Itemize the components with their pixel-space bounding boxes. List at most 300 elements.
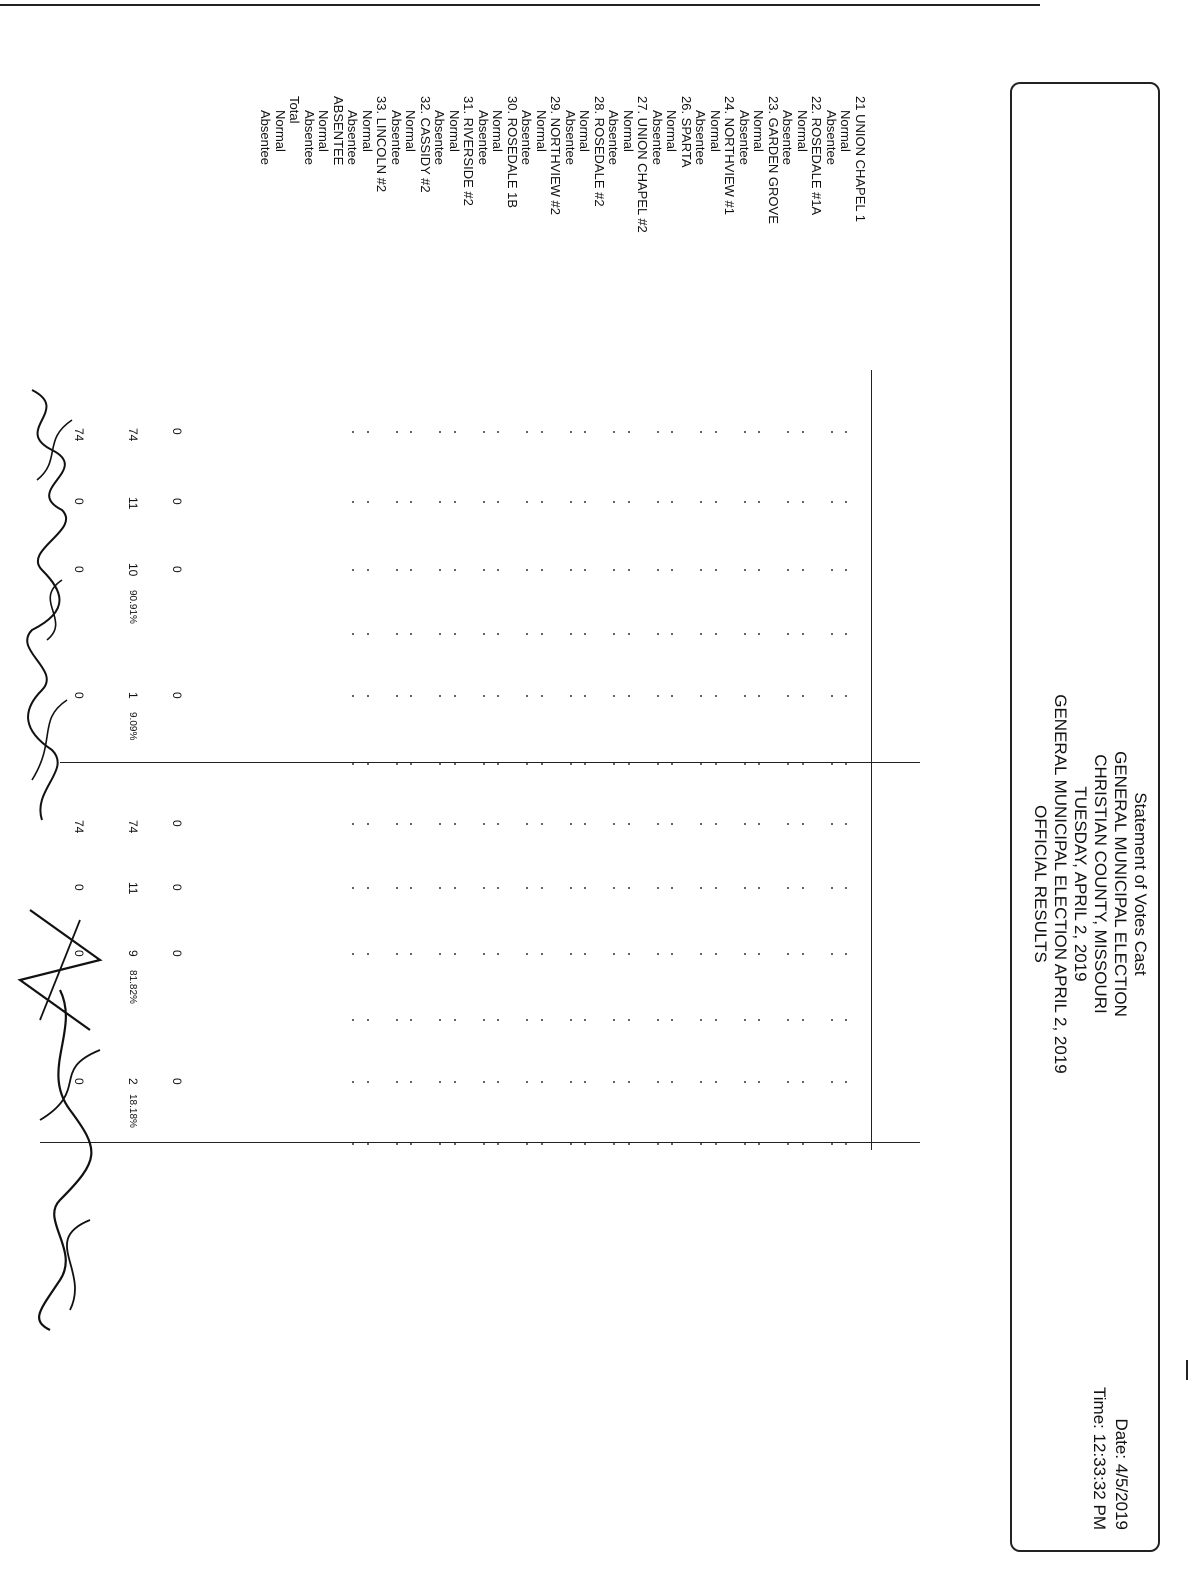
dot-leader <box>411 569 413 571</box>
row-label: Absentee <box>345 110 361 165</box>
dot-leader <box>628 887 630 889</box>
dot-leader <box>614 823 616 825</box>
dot-leader <box>367 1019 369 1021</box>
dot-leader <box>527 887 529 889</box>
dot-leader <box>614 953 616 955</box>
dot-leader <box>483 501 485 503</box>
dot-leader <box>846 695 848 697</box>
dot-leader <box>657 501 659 503</box>
dot-leader <box>701 1019 703 1021</box>
row-label: Normal <box>838 110 854 152</box>
dot-leader <box>411 953 413 955</box>
dot-leader <box>802 763 804 765</box>
dot-leader <box>454 1143 456 1145</box>
dot-leader <box>759 887 761 889</box>
dot-leader <box>585 633 587 635</box>
dot-leader <box>802 1081 804 1083</box>
precinct-label-column <box>258 96 867 233</box>
dot-leader <box>483 633 485 635</box>
dot-leader <box>498 1019 500 1021</box>
dot-leader <box>483 887 485 889</box>
s2-absentee-col1: 0 <box>170 820 184 827</box>
row-label: 32. CASSIDY #2 <box>418 96 433 193</box>
table-top-rule <box>871 370 872 1150</box>
row-label: Absentee <box>476 110 491 165</box>
dot-leader <box>628 763 630 765</box>
row-label: Absentee <box>389 110 404 165</box>
title-line: GENERAL MUNICIPAL ELECTION <box>1111 751 1130 1017</box>
row-label: Normal <box>360 110 375 152</box>
dot-leader <box>628 569 630 571</box>
row-label: Absentee <box>519 110 535 165</box>
row-label: 23. GARDEN GROVE <box>766 96 781 224</box>
dot-leader <box>570 569 572 571</box>
dot-leader <box>454 695 456 697</box>
s1-absentee-col1: 0 <box>170 428 184 435</box>
dot-leader <box>570 763 572 765</box>
dot-leader <box>788 695 790 697</box>
dot-leader <box>715 633 717 635</box>
dot-leader <box>527 501 529 503</box>
dot-leader <box>454 887 456 889</box>
dot-leader <box>759 1019 761 1021</box>
title-line: TUESDAY, APRIL 2, 2019 <box>1071 786 1090 982</box>
dot-leader <box>657 887 659 889</box>
dot-leader <box>715 823 717 825</box>
dot-leader <box>396 887 398 889</box>
dot-leader <box>657 431 659 433</box>
dot-leader <box>614 1019 616 1021</box>
dot-leader <box>628 1081 630 1083</box>
dot-leader <box>454 1019 456 1021</box>
dot-leader <box>759 823 761 825</box>
s1-total-pct2: 9.09% <box>127 712 138 741</box>
dot-leader <box>759 695 761 697</box>
dot-leader <box>788 1081 790 1083</box>
dot-leader <box>353 953 355 955</box>
dot-leader <box>672 633 674 635</box>
dot-leader <box>788 569 790 571</box>
dot-leader <box>715 763 717 765</box>
dot-leader <box>802 633 804 635</box>
dot-leader <box>846 633 848 635</box>
row-label: ABSENTEE <box>331 96 346 166</box>
title-line: GENERAL MUNICIPAL ELECTION APRIL 2, 2019 <box>1051 694 1070 1074</box>
s2-total-col3: 9 <box>126 950 140 957</box>
dot-leader <box>396 763 398 765</box>
s2-total-col2: 11 <box>126 882 140 895</box>
s1-normal-col2: 0 <box>72 498 86 505</box>
dot-leader <box>498 953 500 955</box>
dot-leader <box>367 1081 369 1083</box>
dot-leader <box>802 569 804 571</box>
dot-leader <box>802 431 804 433</box>
dot-leader <box>498 501 500 503</box>
dot-leader <box>701 431 703 433</box>
dot-leader <box>527 1143 529 1145</box>
row-label: Normal <box>708 110 723 152</box>
dot-leader <box>353 633 355 635</box>
dot-leader <box>744 501 746 503</box>
dot-leader <box>367 763 369 765</box>
dot-leader <box>454 823 456 825</box>
dot-leader <box>353 823 355 825</box>
row-label: Absentee <box>606 110 622 165</box>
dot-leader <box>759 633 761 635</box>
row-label: Absentee <box>780 110 796 165</box>
s1-absentee-col5: 0 <box>170 692 184 699</box>
dot-leader <box>788 633 790 635</box>
dot-leader <box>846 953 848 955</box>
dot-leader <box>440 1143 442 1145</box>
dot-leader <box>744 1019 746 1021</box>
report-time: Time: 12:33:32 PM <box>1090 1387 1109 1530</box>
dot-leader <box>657 823 659 825</box>
dot-leader <box>788 431 790 433</box>
dot-leader <box>715 569 717 571</box>
dot-leader <box>541 887 543 889</box>
dot-leader <box>846 501 848 503</box>
dot-leader <box>411 633 413 635</box>
row-label: Normal <box>577 110 593 152</box>
dot-leader <box>353 1143 355 1145</box>
row-label: Normal <box>403 110 419 152</box>
dot-leader <box>701 1143 703 1145</box>
dot-leader <box>657 695 659 697</box>
dot-leader <box>846 887 848 889</box>
s2-absentee-col5: 0 <box>170 1078 184 1085</box>
dot-leader <box>657 633 659 635</box>
dot-leader <box>672 569 674 571</box>
dot-leader <box>367 431 369 433</box>
dot-leader <box>483 953 485 955</box>
dot-leader <box>483 431 485 433</box>
date-time-block <box>1088 1387 1132 1530</box>
dot-leader <box>454 633 456 635</box>
row-label: 24. NORTHVIEW #1 <box>722 96 738 215</box>
dot-leader <box>831 569 833 571</box>
row-label: Absentee <box>302 110 317 165</box>
dot-leader <box>454 569 456 571</box>
dot-leader <box>788 1143 790 1145</box>
dot-leader <box>498 1143 500 1145</box>
dot-leader <box>701 1081 703 1083</box>
dot-leader <box>831 633 833 635</box>
dot-leader <box>715 1019 717 1021</box>
row-label: 33. LINCOLN #2 <box>374 96 390 193</box>
dot-leader <box>672 695 674 697</box>
dot-leader <box>411 695 413 697</box>
dot-leader <box>527 633 529 635</box>
row-label: Normal <box>664 110 680 152</box>
dot-leader <box>367 633 369 635</box>
dot-leader <box>831 887 833 889</box>
dot-leader <box>367 953 369 955</box>
dot-leader <box>483 695 485 697</box>
dot-leader <box>614 501 616 503</box>
dot-leader <box>701 823 703 825</box>
row-label: Normal <box>490 110 506 152</box>
dot-leader <box>353 501 355 503</box>
dot-leader <box>527 1081 529 1083</box>
s2-total-col5: 2 <box>126 1078 140 1085</box>
dot-leader <box>585 1019 587 1021</box>
dot-leader <box>483 569 485 571</box>
dot-leader <box>498 695 500 697</box>
dot-leader <box>541 501 543 503</box>
dot-leader <box>411 501 413 503</box>
dot-leader <box>802 501 804 503</box>
dot-leader <box>831 431 833 433</box>
dot-leader <box>541 1081 543 1083</box>
row-label: Absentee <box>650 110 665 165</box>
dot-leader <box>846 1143 848 1145</box>
dot-leader <box>759 431 761 433</box>
dot-leader <box>614 695 616 697</box>
s1-absentee-col3: 0 <box>170 566 184 573</box>
dot-leader <box>541 569 543 571</box>
dot-leader <box>367 1143 369 1145</box>
scan-edge-mark <box>1186 1360 1188 1380</box>
dot-leader <box>831 953 833 955</box>
dot-leader <box>628 1143 630 1145</box>
dot-leader <box>831 1019 833 1021</box>
dot-leader <box>527 953 529 955</box>
dot-leader <box>744 1143 746 1145</box>
row-label: Normal <box>273 110 288 152</box>
dot-leader <box>585 953 587 955</box>
dot-leader <box>570 431 572 433</box>
s1-total-col2: 11 <box>126 497 140 510</box>
dot-leader <box>353 763 355 765</box>
dot-leader <box>483 1081 485 1083</box>
dot-leader <box>527 823 529 825</box>
row-label: Total <box>287 96 303 124</box>
dot-leader <box>672 1081 674 1083</box>
dot-leader <box>802 887 804 889</box>
title-line: CHRISTIAN COUNTY, MISSOURI <box>1091 754 1110 1014</box>
dot-leader <box>367 823 369 825</box>
dot-leader <box>701 763 703 765</box>
dot-leader <box>411 1081 413 1083</box>
dot-leader <box>672 953 674 955</box>
dot-leader <box>454 763 456 765</box>
dot-leader <box>527 763 529 765</box>
s2-normal-col1: 74 <box>72 820 86 834</box>
dot-leader <box>367 695 369 697</box>
dot-leader <box>585 887 587 889</box>
dot-leader <box>831 695 833 697</box>
dot-leader <box>585 569 587 571</box>
dot-leader <box>759 1081 761 1083</box>
dot-leader <box>628 431 630 433</box>
header-box <box>1010 82 1160 1552</box>
s1-total-col1: 74 <box>126 428 140 442</box>
row-label: 28. ROSEDALE #2 <box>592 96 607 207</box>
s1-total-pct1: 90.91% <box>127 590 138 624</box>
dot-leader <box>628 633 630 635</box>
s2-total-pct1: 81.82% <box>127 970 138 1004</box>
row-label: 29. NORTHVIEW #2 <box>548 96 564 215</box>
row-label: Absentee <box>258 110 274 165</box>
dot-leader <box>788 823 790 825</box>
dot-leader <box>454 953 456 955</box>
s2-total-col1: 74 <box>126 820 140 834</box>
dot-leader <box>396 569 398 571</box>
s2-normal-col5: 0 <box>72 1078 86 1085</box>
row-label: Normal <box>534 110 549 152</box>
s1-normal-col3: 0 <box>72 566 86 573</box>
s1-normal-col5: 0 <box>72 692 86 699</box>
dot-leader <box>628 501 630 503</box>
dot-leader <box>396 501 398 503</box>
dot-leader <box>846 1081 848 1083</box>
dot-leader <box>657 953 659 955</box>
row-label: 26. SPARTA <box>679 96 694 168</box>
dot-leader <box>454 431 456 433</box>
s1-absentee-col2: 0 <box>170 498 184 505</box>
dot-leader <box>440 953 442 955</box>
dot-leader <box>396 695 398 697</box>
dot-leader <box>570 887 572 889</box>
dot-leader <box>396 1143 398 1145</box>
scan-edge-top <box>0 4 1040 6</box>
dot-leader <box>701 695 703 697</box>
dot-leader <box>570 823 572 825</box>
dot-leader <box>585 501 587 503</box>
dot-leader <box>541 763 543 765</box>
dot-leader <box>570 633 572 635</box>
dot-leader <box>411 823 413 825</box>
dot-leader <box>628 1019 630 1021</box>
dot-leader <box>672 1019 674 1021</box>
s2-normal-col3: 0 <box>72 950 86 957</box>
dot-leader <box>744 569 746 571</box>
dot-leader <box>759 1143 761 1145</box>
dot-leader <box>715 887 717 889</box>
dot-leader <box>701 569 703 571</box>
dot-leader <box>353 887 355 889</box>
dot-leader <box>788 1019 790 1021</box>
dot-leader <box>744 695 746 697</box>
row-label: Normal <box>447 110 462 152</box>
dot-leader <box>353 431 355 433</box>
row-label: 31. RIVERSIDE #2 <box>461 96 477 206</box>
dot-leader <box>715 431 717 433</box>
dot-leader <box>614 431 616 433</box>
dot-leader <box>498 431 500 433</box>
dot-leader <box>440 431 442 433</box>
signature-2 <box>0 900 120 1340</box>
dot-leader <box>802 695 804 697</box>
dot-leader <box>614 633 616 635</box>
dot-leader <box>715 501 717 503</box>
dot-leader <box>440 763 442 765</box>
dot-leader <box>788 953 790 955</box>
dot-leader <box>657 1081 659 1083</box>
dot-leader <box>570 953 572 955</box>
dot-leader <box>396 953 398 955</box>
dot-leader <box>831 1143 833 1145</box>
dot-leader <box>831 1081 833 1083</box>
dot-leader <box>541 1143 543 1145</box>
section-divider <box>60 762 920 763</box>
dot-leader <box>744 1081 746 1083</box>
dot-leader <box>657 763 659 765</box>
dot-leader <box>396 431 398 433</box>
dot-leader <box>440 887 442 889</box>
dot-leader <box>715 695 717 697</box>
dot-leader <box>759 763 761 765</box>
s2-total-pct2: 18.18% <box>127 1094 138 1128</box>
row-label: 27. UNION CHAPEL #2 <box>635 96 651 233</box>
dot-leader <box>570 1019 572 1021</box>
dot-leader <box>570 695 572 697</box>
dot-leader <box>846 823 848 825</box>
title-line: Statement of Votes Cast <box>1131 792 1150 976</box>
dot-leader <box>744 763 746 765</box>
dot-leader <box>585 763 587 765</box>
dot-leader <box>672 823 674 825</box>
dot-leader <box>353 695 355 697</box>
dot-leader <box>585 431 587 433</box>
dot-leader <box>672 1143 674 1145</box>
dot-leader <box>744 953 746 955</box>
dot-leader <box>541 633 543 635</box>
dot-leader <box>454 1081 456 1083</box>
report-title <box>1030 624 1150 1144</box>
dot-leader <box>831 823 833 825</box>
s1-total-col5: 1 <box>126 692 140 699</box>
dot-leader <box>802 823 804 825</box>
dot-leader <box>440 695 442 697</box>
dot-leader <box>628 953 630 955</box>
dot-leader <box>440 569 442 571</box>
s2-absentee-col2: 0 <box>170 884 184 891</box>
dot-leader <box>585 695 587 697</box>
dot-leader <box>527 431 529 433</box>
dot-leader <box>657 1143 659 1145</box>
row-label: Absentee <box>824 110 839 165</box>
row-label: Absentee <box>737 110 752 165</box>
dot-leader <box>411 431 413 433</box>
row-label: Absentee <box>693 110 709 165</box>
dot-leader <box>541 1019 543 1021</box>
dot-leader <box>367 501 369 503</box>
row-label: 21 UNION CHAPEL 1 <box>853 96 868 222</box>
dot-leader <box>396 1019 398 1021</box>
row-label: Normal <box>795 110 810 152</box>
row-label: 22. ROSEDALE #1A <box>809 96 825 216</box>
dot-leader <box>715 1143 717 1145</box>
dot-leader <box>846 431 848 433</box>
dot-leader <box>585 1081 587 1083</box>
dot-leader <box>541 431 543 433</box>
dot-leader <box>788 763 790 765</box>
dot-leader <box>396 1081 398 1083</box>
dot-leader <box>788 501 790 503</box>
dot-leader <box>759 953 761 955</box>
dot-leader <box>715 1081 717 1083</box>
dot-leader <box>483 1143 485 1145</box>
dot-leader <box>527 695 529 697</box>
dot-leader <box>831 763 833 765</box>
dot-leader <box>353 569 355 571</box>
s2-normal-col2: 0 <box>72 884 86 891</box>
dot-leader <box>585 1143 587 1145</box>
dot-leader <box>802 1143 804 1145</box>
dot-leader <box>541 823 543 825</box>
